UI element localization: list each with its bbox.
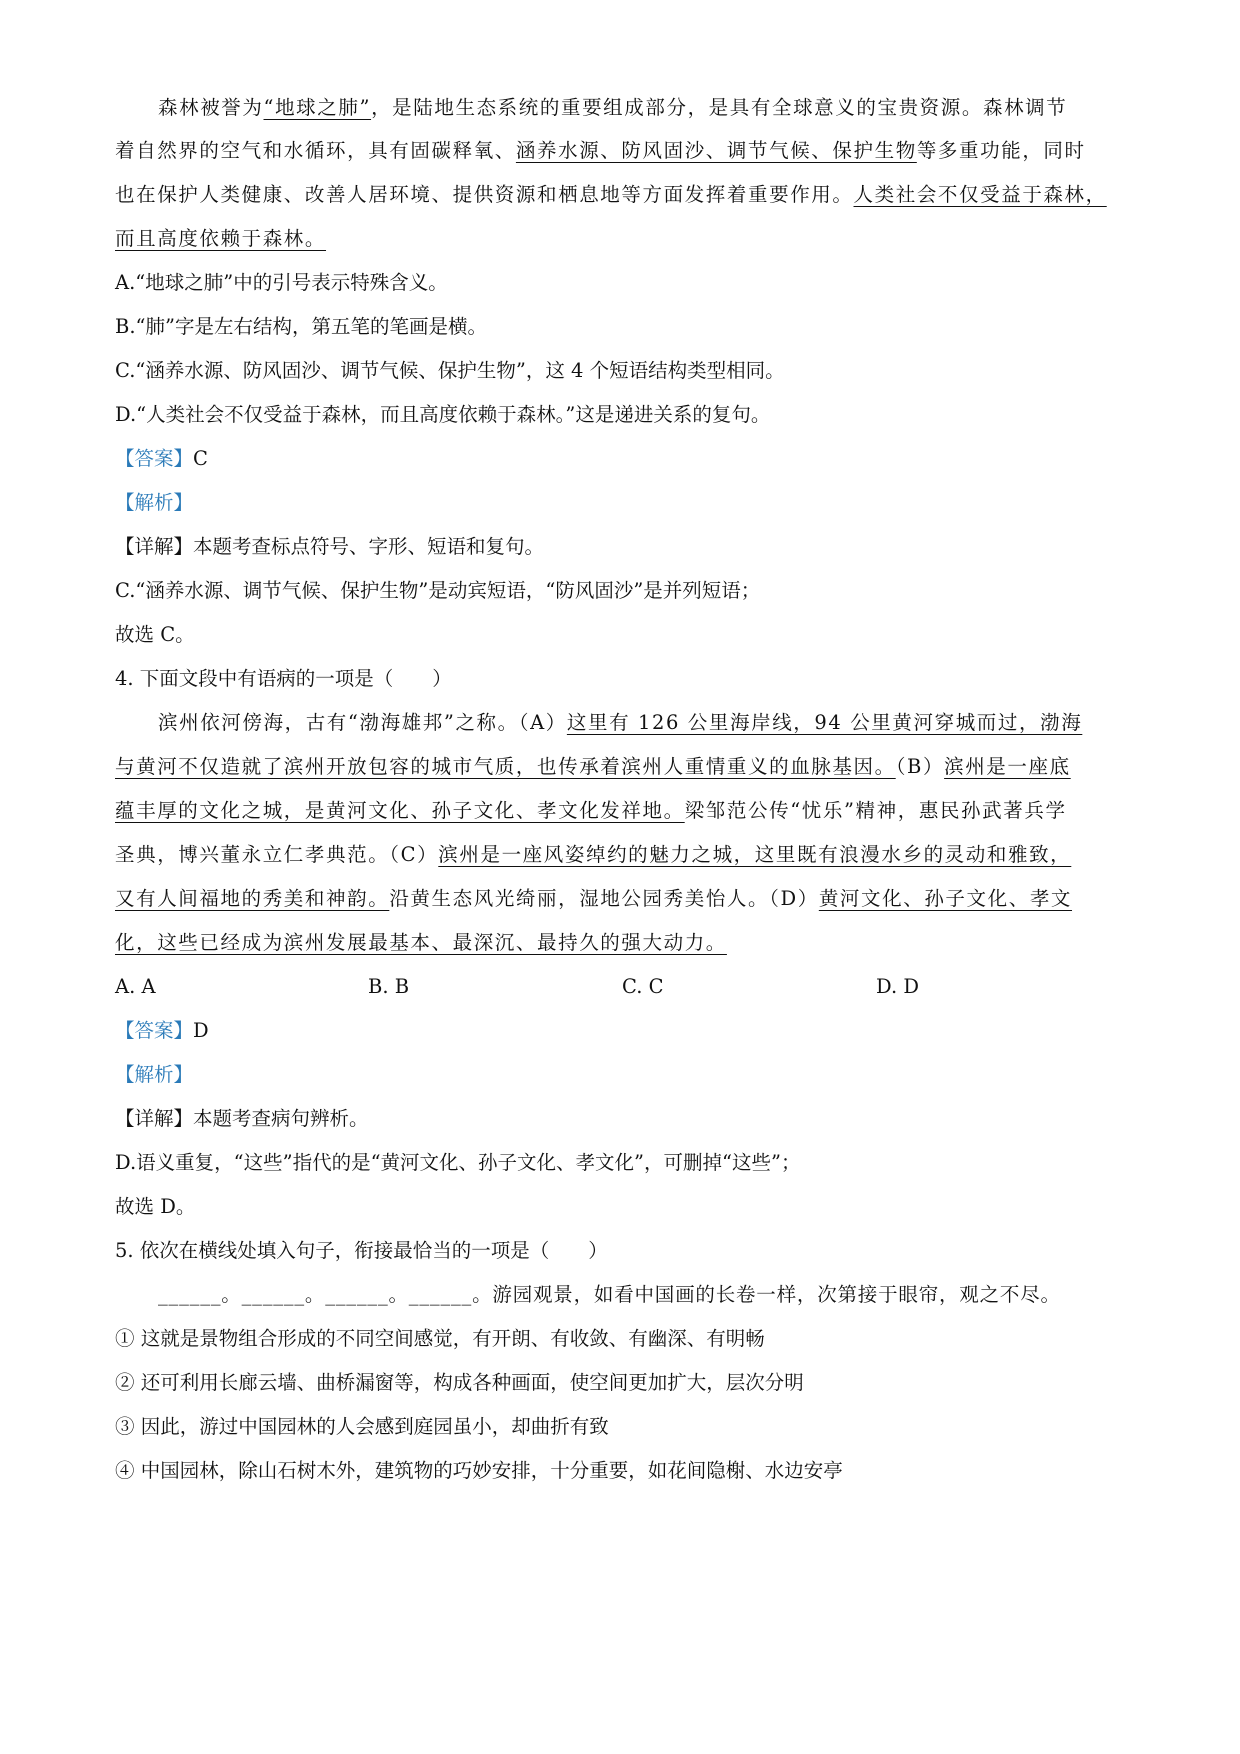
q3-passage-text: 等多重功能，同时	[916, 139, 1086, 162]
q3-passage-text: 森林被誉为	[158, 96, 264, 119]
q3-option-b: B.“肺”字是左右结构，第五笔的笔画是横。	[115, 315, 487, 338]
option-letter: D.	[876, 975, 904, 998]
q3-explanation: C.“涵养水源、调节气候、保护生物”是动宾短语，“防风固沙”是并列短语；	[115, 579, 761, 602]
q3-passage-text: 着自然界的空气和水循环，具有固碳释氧、	[115, 139, 516, 162]
q3-detail: 【详解】本题考查标点符号、字形、短语和复句。	[115, 535, 545, 558]
answer-value: C	[193, 447, 208, 470]
q4-passage-line-1	[158, 708, 1145, 738]
q3-option-a: A.“地球之肺”中的引号表示特殊含义。	[115, 271, 448, 294]
answer-tag: 【答案】	[115, 447, 194, 470]
option-letter: A.	[115, 975, 142, 998]
q4-underlined-sentence: 滨州是一座底	[944, 755, 1071, 778]
answer-value: D	[193, 1019, 209, 1042]
q5-item-4: ④ 中国园林，除山石树木外，建筑物的巧妙安排，十分重要，如花间隐榭、水边安亭	[115, 1459, 843, 1482]
q3-answer	[115, 444, 1145, 474]
q4-passage-line-6	[115, 928, 1145, 958]
q4-underlined-sentence: 蕴丰厚的文化之城，是黄河文化、孙子文化、孝文化发祥地。	[115, 799, 685, 822]
q3-conclusion: 故选 C。	[115, 623, 195, 646]
q4-detail: 【详解】本题考查病句辨析。	[115, 1107, 369, 1130]
q3-passage-line-3	[115, 180, 1145, 210]
answer-tag: 【答案】	[115, 1019, 194, 1042]
q3-passage-text: ，是陆地生态系统的重要组成部分，是具有全球意义的宝贵资源。森林调节	[371, 96, 1068, 119]
q4-option-c	[622, 972, 664, 1002]
q3-underlined-phrase: 人类社会不仅受益于森林，	[853, 183, 1107, 206]
q3-underlined-phrase: 涵养水源、防风固沙、调节气候、保护生物	[515, 139, 917, 162]
q3-underlined-phrase: “地球之肺”	[263, 96, 372, 119]
q4-passage-text: 滨州依河傍海，古有“渤海雄邦”之称。（A）	[158, 711, 567, 734]
q3-underlined-phrase: 而且高度依赖于森林。	[115, 227, 327, 250]
q4-analysis-tag: 【解析】	[115, 1063, 194, 1086]
q4-underlined-sentence: 这里有 126 公里海岸线，94 公里黄河穿城而过，渤海	[566, 711, 1083, 734]
q4-passage-text: 沿黄生态风光绮丽，湿地公园秀美怡人。（D）	[389, 887, 819, 910]
option-text: A	[141, 975, 156, 998]
option-letter: B.	[368, 975, 395, 998]
q3-option-d: D.“人类社会不仅受益于森林，而且高度依赖于森林。”这是递进关系的复句。	[115, 403, 771, 426]
q4-option-b	[368, 972, 409, 1002]
q3-passage-line-4	[115, 224, 1145, 254]
q5-item-3: ③ 因此，游过中国园林的人会感到庭园虽小，却曲折有致	[115, 1415, 609, 1438]
option-text: B	[394, 975, 410, 998]
q5-item-1: ① 这就是景物组合形成的不同空间感觉，有开朗、有收敛、有幽深、有明畅	[115, 1327, 765, 1350]
q4-explanation: D.语义重复，“这些”指代的是“黄河文化、孙子文化、孝文化”，可删掉“这些”；	[115, 1151, 801, 1174]
q4-passage-line-3	[115, 796, 1145, 826]
q3-analysis-tag: 【解析】	[115, 491, 194, 514]
q5-stem: 5. 依次在横线处填入句子，衔接最恰当的一项是（ ）	[115, 1239, 608, 1262]
q3-passage-line-2	[115, 136, 1145, 166]
q4-underlined-sentence: 与黄河不仅造就了滨州开放包容的城市气质，也传承着滨州人重情重义的血脉基因。	[115, 755, 896, 778]
q4-answer	[115, 1016, 1145, 1046]
q4-passage-text: 梁邹范公传“忧乐”精神，惠民孙武著兵学	[684, 799, 1067, 822]
q4-passage-text: 圣典，博兴董永立仁孝典范。（C）	[115, 843, 439, 866]
q4-passage-line-4	[115, 840, 1145, 870]
q4-stem: 4. 下面文段中有语病的一项是（ ）	[115, 667, 452, 690]
q4-underlined-sentence: 又有人间福地的秀美和神韵。	[115, 887, 390, 910]
option-text: C	[648, 975, 664, 998]
q4-underlined-sentence: 黄河文化、孙子文化、孝文	[818, 887, 1073, 910]
q4-passage-line-5	[115, 884, 1145, 914]
q4-underlined-sentence: 滨州是一座风姿绰约的魅力之城，这里既有浪漫水乡的灵动和雅致，	[438, 843, 1072, 866]
option-letter: C.	[622, 975, 649, 998]
q4-passage-line-2	[115, 752, 1145, 782]
q5-item-2: ② 还可利用长廊云墙、曲桥漏窗等，构成各种画面，使空间更加扩大，层次分明	[115, 1371, 804, 1394]
q3-option-c: C.“涵养水源、防风固沙、调节气候、保护生物”，这 4 个短语结构类型相同。	[115, 359, 785, 382]
q4-passage-text: （B）	[895, 755, 945, 778]
option-text: D	[903, 975, 919, 998]
q3-passage-text: 也在保护人类健康、改善人居环境、提供资源和栖息地等方面发挥着重要作用。	[115, 183, 854, 206]
q3-passage-line-1	[158, 93, 1145, 123]
q4-underlined-sentence: 化，这些已经成为滨州发展最基本、最深沉、最持久的强大动力。	[115, 931, 727, 954]
q4-conclusion: 故选 D。	[115, 1195, 196, 1218]
q4-option-a	[115, 972, 156, 1002]
q5-blanks-sentence: ______。______。______。______。游园观景，如看中国画的长卷一样，次第接于眼帘，观之不尽。	[158, 1283, 1061, 1306]
q4-option-d	[876, 972, 919, 1002]
